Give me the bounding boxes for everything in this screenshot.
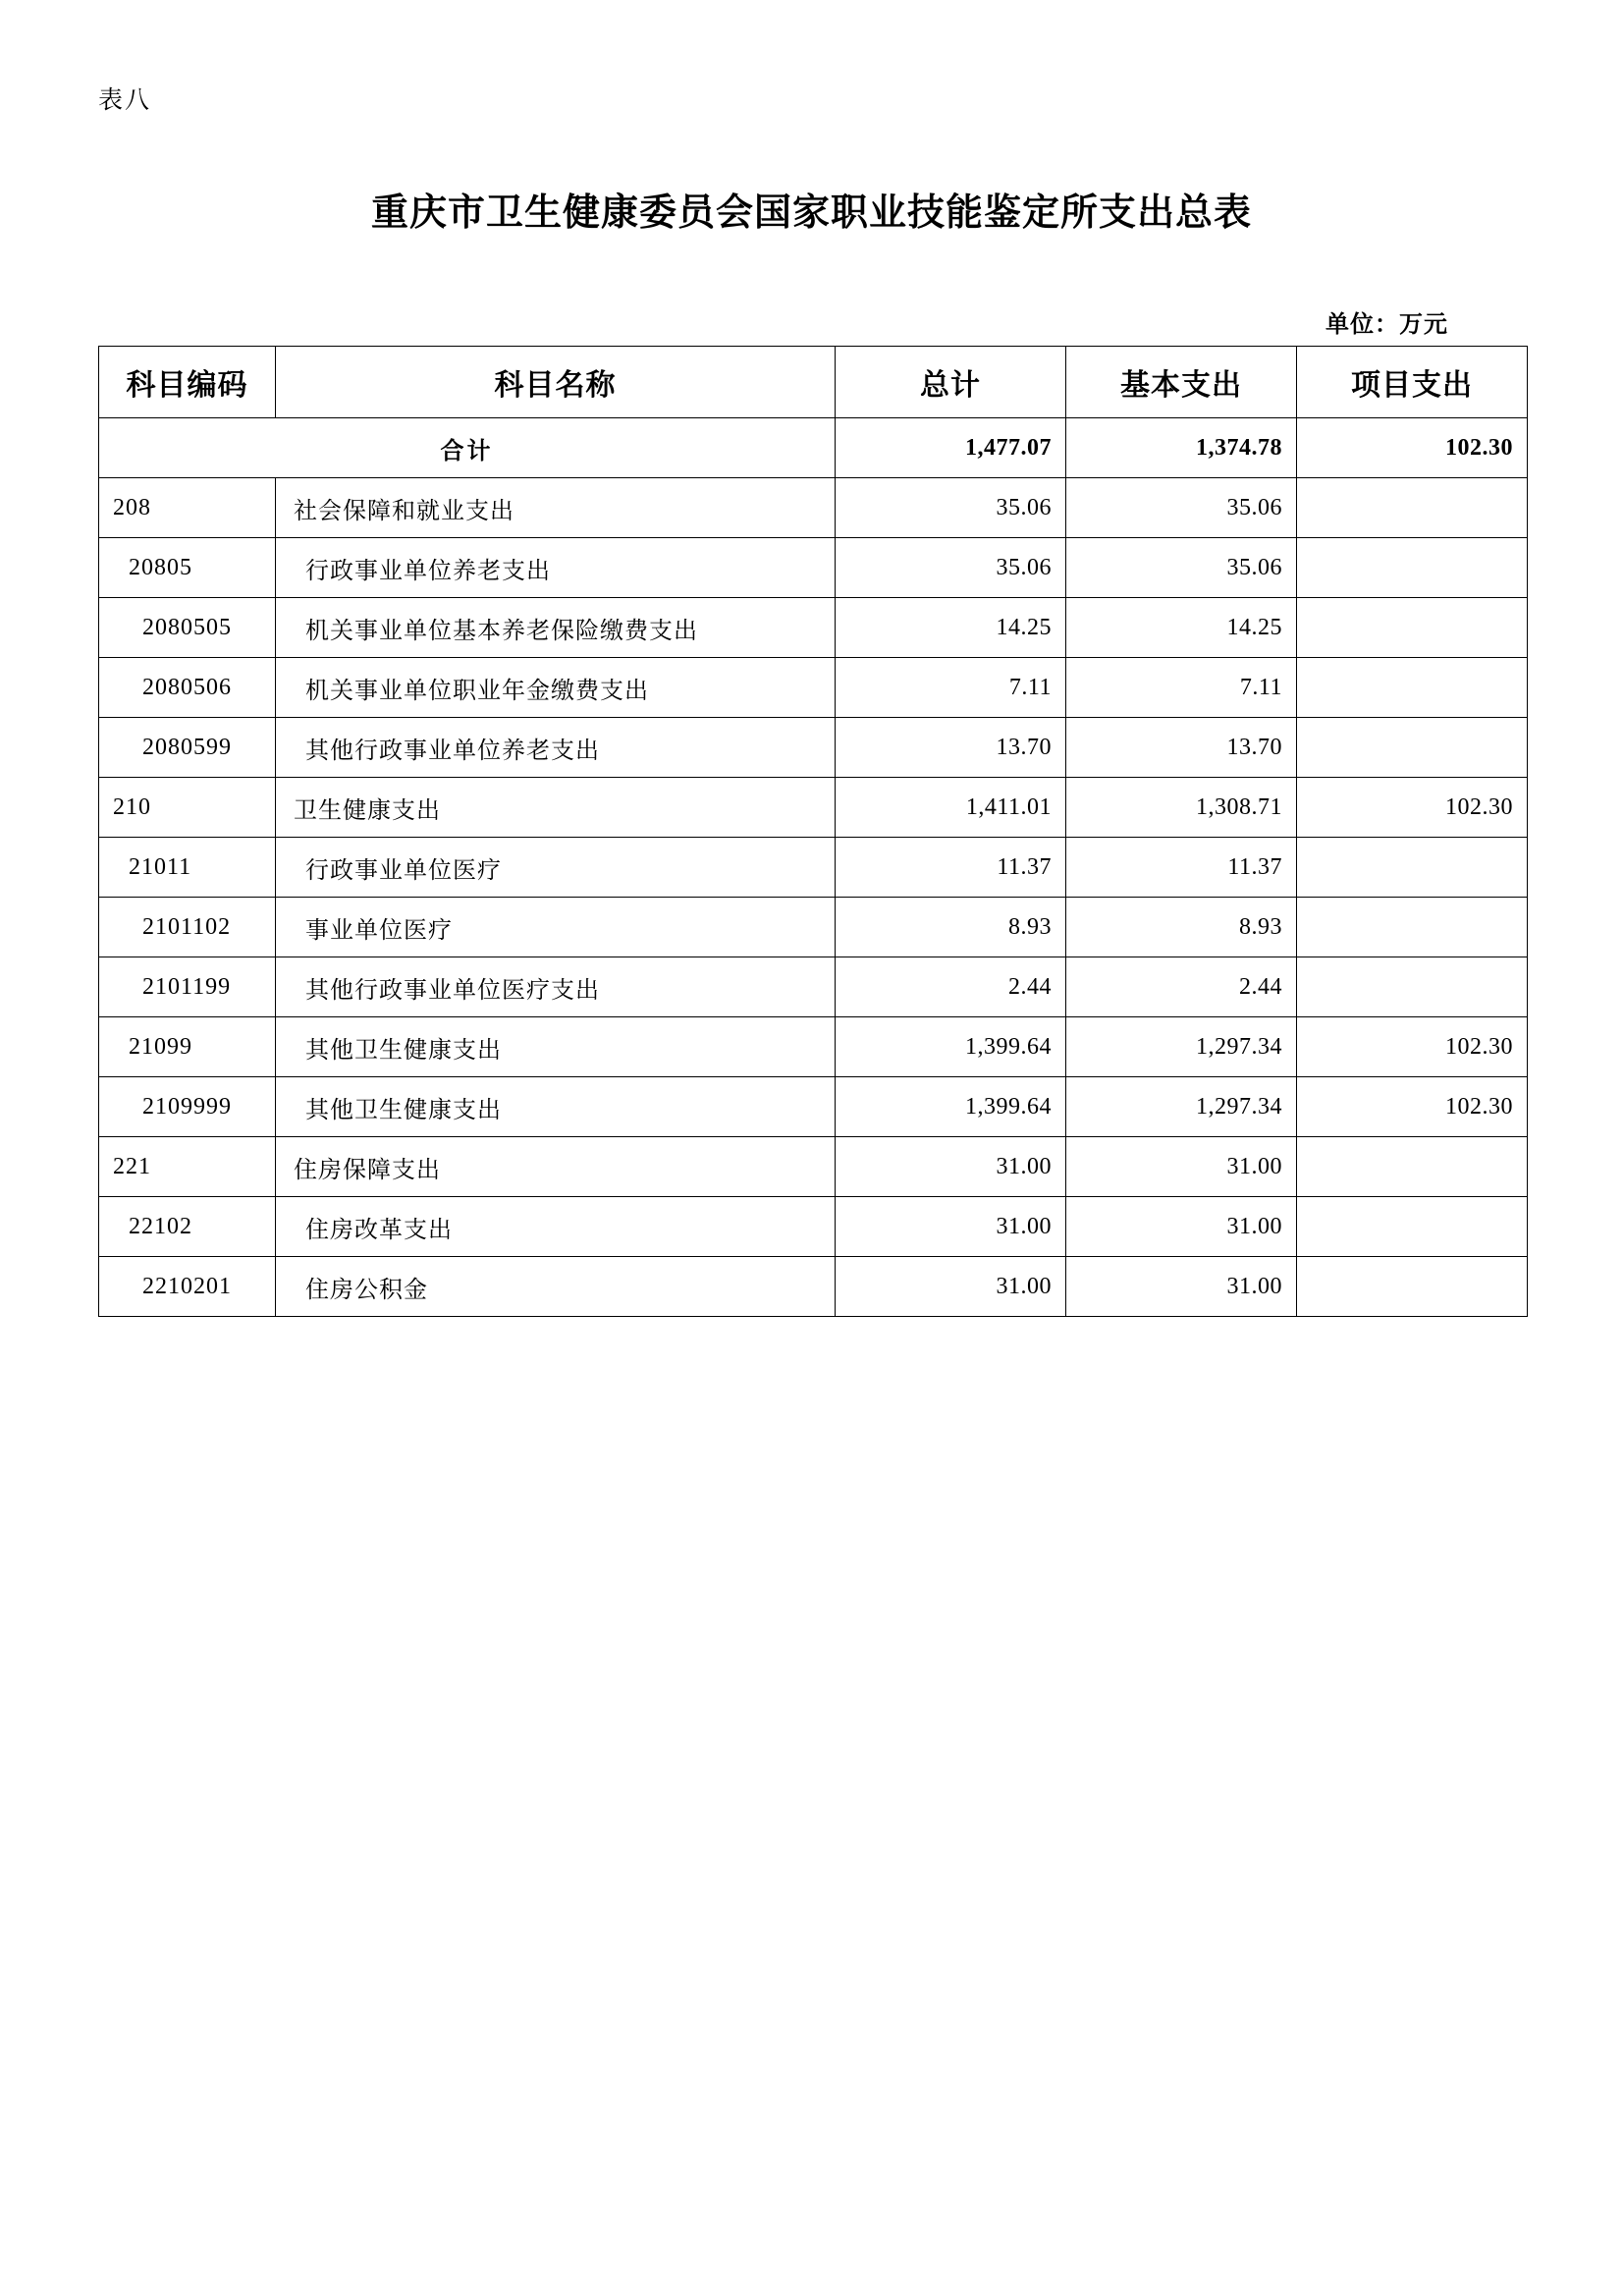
- cell-project: [1297, 898, 1528, 957]
- cell-project: [1297, 1257, 1528, 1317]
- cell-basic: 35.06: [1066, 478, 1297, 538]
- cell-basic: 35.06: [1066, 538, 1297, 598]
- table-row: [99, 778, 1528, 838]
- sheet-label: 表八: [98, 87, 152, 114]
- cell-subject-name: 行政事业单位养老支出: [276, 538, 836, 598]
- cell-project: [1297, 1137, 1528, 1197]
- column-header-name: 科目名称: [276, 347, 836, 418]
- cell-subject-code: 2109999: [99, 1077, 276, 1137]
- cell-total: 1,399.64: [836, 1077, 1066, 1137]
- cell-total: 31.00: [836, 1257, 1066, 1317]
- column-header-code: 科目编码: [99, 347, 276, 418]
- cell-basic: 8.93: [1066, 898, 1297, 957]
- column-header-basic: 基本支出: [1066, 347, 1297, 418]
- table-row: [99, 718, 1528, 778]
- cell-subject-code: 2101199: [99, 957, 276, 1017]
- cell-subject-code: 210: [99, 778, 276, 838]
- cell-project: [1297, 957, 1528, 1017]
- cell-project: [1297, 1197, 1528, 1257]
- cell-subject-code: 221: [99, 1137, 276, 1197]
- cell-subject-name: 社会保障和就业支出: [276, 478, 836, 538]
- table-row: [99, 478, 1528, 538]
- cell-total: 35.06: [836, 538, 1066, 598]
- cell-subject-name: 住房公积金: [276, 1257, 836, 1317]
- cell-project: 102.30: [1297, 1077, 1528, 1137]
- cell-total: 1,399.64: [836, 1017, 1066, 1077]
- cell-basic: 31.00: [1066, 1137, 1297, 1197]
- cell-subject-name: 住房保障支出: [276, 1137, 836, 1197]
- cell-subject-code: 21011: [99, 838, 276, 898]
- table-row: [99, 838, 1528, 898]
- total-row-total: 1,477.07: [836, 418, 1066, 478]
- cell-total: 35.06: [836, 478, 1066, 538]
- table-row: [99, 1137, 1528, 1197]
- cell-project: [1297, 598, 1528, 658]
- cell-total: 8.93: [836, 898, 1066, 957]
- page-title: 重庆市卫生健康委员会国家职业技能鉴定所支出总表: [370, 192, 1252, 234]
- total-row-basic: 1,374.78: [1066, 418, 1297, 478]
- cell-subject-name: 机关事业单位基本养老保险缴费支出: [276, 598, 836, 658]
- cell-project: [1297, 718, 1528, 778]
- cell-subject-name: 其他行政事业单位养老支出: [276, 718, 836, 778]
- cell-basic: 1,308.71: [1066, 778, 1297, 838]
- cell-subject-code: 2080599: [99, 718, 276, 778]
- cell-total: 31.00: [836, 1197, 1066, 1257]
- cell-subject-code: 2101102: [99, 898, 276, 957]
- cell-basic: 14.25: [1066, 598, 1297, 658]
- cell-subject-code: 2080506: [99, 658, 276, 718]
- cell-subject-code: 2210201: [99, 1257, 276, 1317]
- cell-project: [1297, 658, 1528, 718]
- table-row: [99, 957, 1528, 1017]
- cell-subject-code: 208: [99, 478, 276, 538]
- total-row-project: 102.30: [1297, 418, 1528, 478]
- cell-total: 2.44: [836, 957, 1066, 1017]
- expenditure-table: [98, 346, 1528, 1317]
- cell-total: 1,411.01: [836, 778, 1066, 838]
- column-header-total: 总计: [836, 347, 1066, 418]
- table-row: [99, 898, 1528, 957]
- cell-subject-code: 21099: [99, 1017, 276, 1077]
- cell-subject-name: 其他卫生健康支出: [276, 1077, 836, 1137]
- cell-project: [1297, 478, 1528, 538]
- cell-project: 102.30: [1297, 1017, 1528, 1077]
- table-total-row: [99, 418, 1528, 478]
- cell-subject-name: 卫生健康支出: [276, 778, 836, 838]
- cell-basic: 31.00: [1066, 1257, 1297, 1317]
- cell-subject-name: 事业单位医疗: [276, 898, 836, 957]
- table-row: [99, 538, 1528, 598]
- cell-subject-code: 22102: [99, 1197, 276, 1257]
- cell-total: 11.37: [836, 838, 1066, 898]
- cell-total: 13.70: [836, 718, 1066, 778]
- cell-project: [1297, 838, 1528, 898]
- cell-total: 7.11: [836, 658, 1066, 718]
- cell-subject-code: 2080505: [99, 598, 276, 658]
- cell-subject-name: 住房改革支出: [276, 1197, 836, 1257]
- cell-basic: 2.44: [1066, 957, 1297, 1017]
- column-header-project: 项目支出: [1297, 347, 1528, 418]
- cell-project: 102.30: [1297, 778, 1528, 838]
- cell-basic: 1,297.34: [1066, 1017, 1297, 1077]
- cell-basic: 1,297.34: [1066, 1077, 1297, 1137]
- cell-subject-name: 其他行政事业单位医疗支出: [276, 957, 836, 1017]
- cell-basic: 13.70: [1066, 718, 1297, 778]
- table-row: [99, 598, 1528, 658]
- total-row-label: 合计: [99, 418, 836, 478]
- cell-subject-name: 机关事业单位职业年金缴费支出: [276, 658, 836, 718]
- table-row: [99, 1257, 1528, 1317]
- unit-note: 单位：万元: [1325, 312, 1448, 338]
- table-row: [99, 1017, 1528, 1077]
- cell-subject-name: 其他卫生健康支出: [276, 1017, 836, 1077]
- cell-subject-code: 20805: [99, 538, 276, 598]
- cell-total: 14.25: [836, 598, 1066, 658]
- cell-project: [1297, 538, 1528, 598]
- table-row: [99, 1077, 1528, 1137]
- table-row: [99, 1197, 1528, 1257]
- cell-subject-name: 行政事业单位医疗: [276, 838, 836, 898]
- cell-basic: 7.11: [1066, 658, 1297, 718]
- cell-total: 31.00: [836, 1137, 1066, 1197]
- cell-basic: 31.00: [1066, 1197, 1297, 1257]
- table-row: [99, 658, 1528, 718]
- table-header-row: [99, 347, 1528, 418]
- cell-basic: 11.37: [1066, 838, 1297, 898]
